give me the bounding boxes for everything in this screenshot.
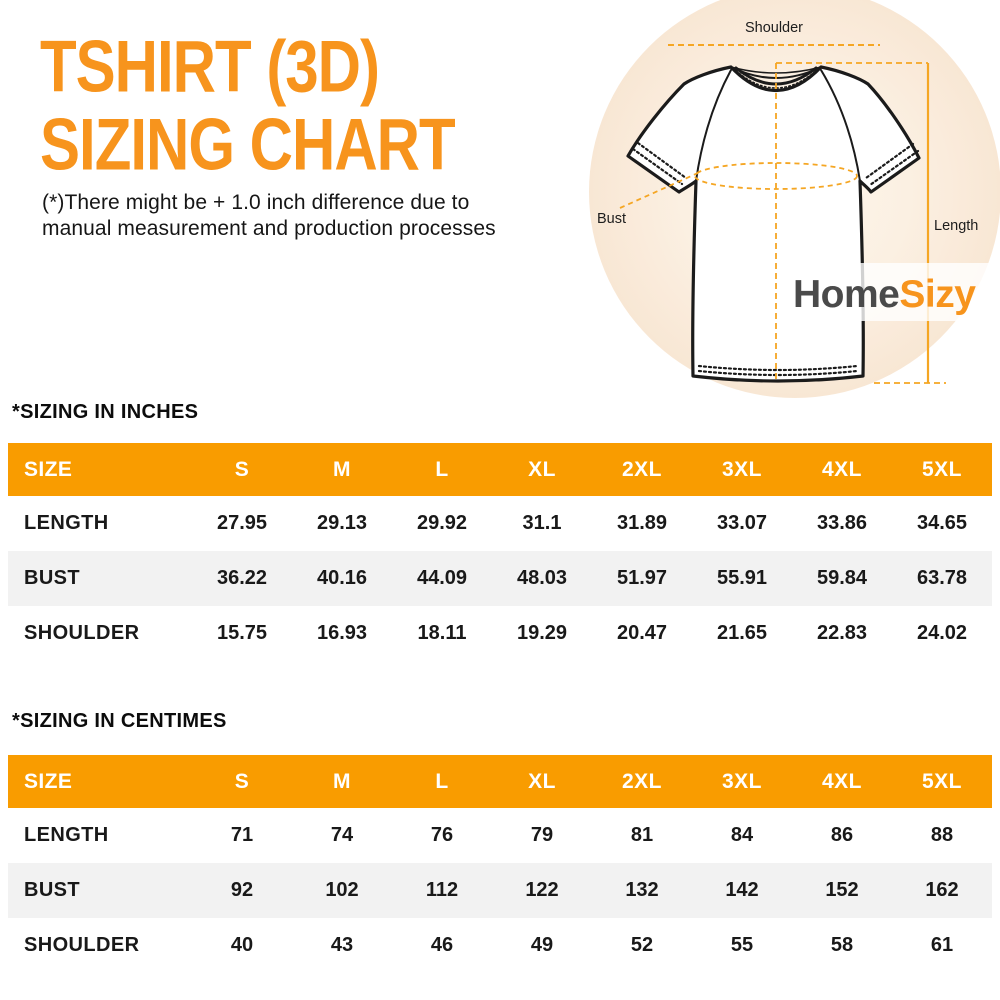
value-cell: 76 <box>430 824 454 846</box>
value-cell: 33.86 <box>816 512 868 534</box>
column-header-m: M <box>292 755 392 808</box>
value-cell: 29.13 <box>316 512 368 534</box>
value-cell: 44.09 <box>392 551 492 606</box>
value-cell: 142 <box>692 863 792 918</box>
value-cell: 18.11 <box>417 622 467 644</box>
value-cell: 40.16 <box>292 551 392 606</box>
value-cell: 51.97 <box>592 551 692 606</box>
value-cell: 55.91 <box>692 551 792 606</box>
value-cell: 31.1 <box>522 512 562 534</box>
logo-text-home: Home <box>793 273 900 316</box>
section-label-inches: *SIZING IN INCHES <box>12 401 199 423</box>
value-cell: 132 <box>592 863 692 918</box>
table-row-length <box>8 808 992 863</box>
value-cell: 15.75 <box>216 622 268 644</box>
bust-label: Bust <box>597 211 627 227</box>
size-column-header: SIZE <box>8 755 192 808</box>
value-cell: 63.78 <box>892 551 992 606</box>
table-row-shoulder <box>8 606 992 661</box>
sizing-table-centimes <box>8 755 992 973</box>
section-label-centimes: *SIZING IN CENTIMES <box>12 710 227 732</box>
page-title-line1: TSHIRT (3D) <box>40 25 379 108</box>
column-header-4xl: 4XL <box>792 755 892 808</box>
value-cell: 79 <box>530 824 554 846</box>
row-label: BUST <box>8 863 192 918</box>
column-header-s: S <box>192 443 292 496</box>
value-cell: 74 <box>330 824 354 846</box>
column-header-5xl: 5XL <box>892 755 992 808</box>
value-cell: 102 <box>292 863 392 918</box>
page-title <box>40 25 455 186</box>
table-row-bust <box>8 863 992 918</box>
value-cell: 40 <box>230 934 254 956</box>
column-header-4xl: 4XL <box>792 443 892 496</box>
homesizy-logo <box>782 263 1000 321</box>
header-row <box>8 443 992 496</box>
value-cell: 27.95 <box>216 512 268 534</box>
value-cell: 122 <box>492 863 592 918</box>
value-cell: 88 <box>930 824 954 846</box>
table-row-length <box>8 496 992 551</box>
value-cell: 22.83 <box>816 622 868 644</box>
row-label: BUST <box>8 551 192 606</box>
value-cell: 84 <box>730 824 754 846</box>
value-cell: 34.65 <box>916 512 968 534</box>
column-header-3xl: 3XL <box>692 443 792 496</box>
value-cell: 152 <box>792 863 892 918</box>
value-cell: 31.89 <box>616 512 668 534</box>
tshirt-measurement-diagram <box>580 0 1000 400</box>
column-header-3xl: 3XL <box>692 755 792 808</box>
row-label: LENGTH <box>24 824 109 846</box>
value-cell: 48.03 <box>492 551 592 606</box>
row-label: SHOULDER <box>24 934 140 956</box>
column-header-2xl: 2XL <box>592 755 692 808</box>
value-cell: 112 <box>392 863 492 918</box>
shoulder-label: Shoulder <box>744 20 804 36</box>
value-cell: 46 <box>430 934 454 956</box>
value-cell: 49 <box>530 934 554 956</box>
value-cell: 52 <box>630 934 654 956</box>
column-header-s: S <box>192 755 292 808</box>
header-row <box>8 755 992 808</box>
page-title-line2: SIZING CHART <box>40 103 455 186</box>
column-header-m: M <box>292 443 392 496</box>
value-cell: 71 <box>230 824 254 846</box>
row-label: SHOULDER <box>24 622 140 644</box>
value-cell: 19.29 <box>516 622 568 644</box>
disclaimer-text <box>42 190 496 242</box>
disclaimer-line1: (*)There might be + 1.0 inch difference due to <box>42 191 470 214</box>
size-column-header: SIZE <box>8 443 192 496</box>
column-header-xl: XL <box>492 755 592 808</box>
value-cell: 24.02 <box>916 622 968 644</box>
value-cell: 29.92 <box>416 512 468 534</box>
value-cell: 162 <box>892 863 992 918</box>
value-cell: 81 <box>630 824 654 846</box>
value-cell: 86 <box>830 824 854 846</box>
value-cell: 16.93 <box>316 622 368 644</box>
column-header-l: L <box>392 443 492 496</box>
value-cell: 43 <box>330 934 354 956</box>
svg-text:HomeSizy <box>793 273 976 316</box>
column-header-2xl: 2XL <box>592 443 692 496</box>
value-cell: 58 <box>830 934 854 956</box>
table-row-bust <box>8 551 992 606</box>
logo-text-sizy: Sizy <box>899 273 976 316</box>
column-header-5xl: 5XL <box>892 443 992 496</box>
sizing-table-inches <box>8 443 992 661</box>
length-label: Length <box>934 218 979 234</box>
disclaimer-line2: manual measurement and production processes <box>42 217 496 240</box>
value-cell: 61 <box>930 934 954 956</box>
value-cell: 20.47 <box>616 622 668 644</box>
value-cell: 55 <box>730 934 754 956</box>
column-header-xl: XL <box>492 443 592 496</box>
value-cell: 33.07 <box>716 512 768 534</box>
table-row-shoulder <box>8 918 992 973</box>
column-header-l: L <box>392 755 492 808</box>
value-cell: 92 <box>192 863 292 918</box>
row-label: LENGTH <box>24 512 109 534</box>
tshirt-diagram-svg <box>580 0 1000 400</box>
value-cell: 21.65 <box>716 622 768 644</box>
value-cell: 59.84 <box>792 551 892 606</box>
value-cell: 36.22 <box>192 551 292 606</box>
